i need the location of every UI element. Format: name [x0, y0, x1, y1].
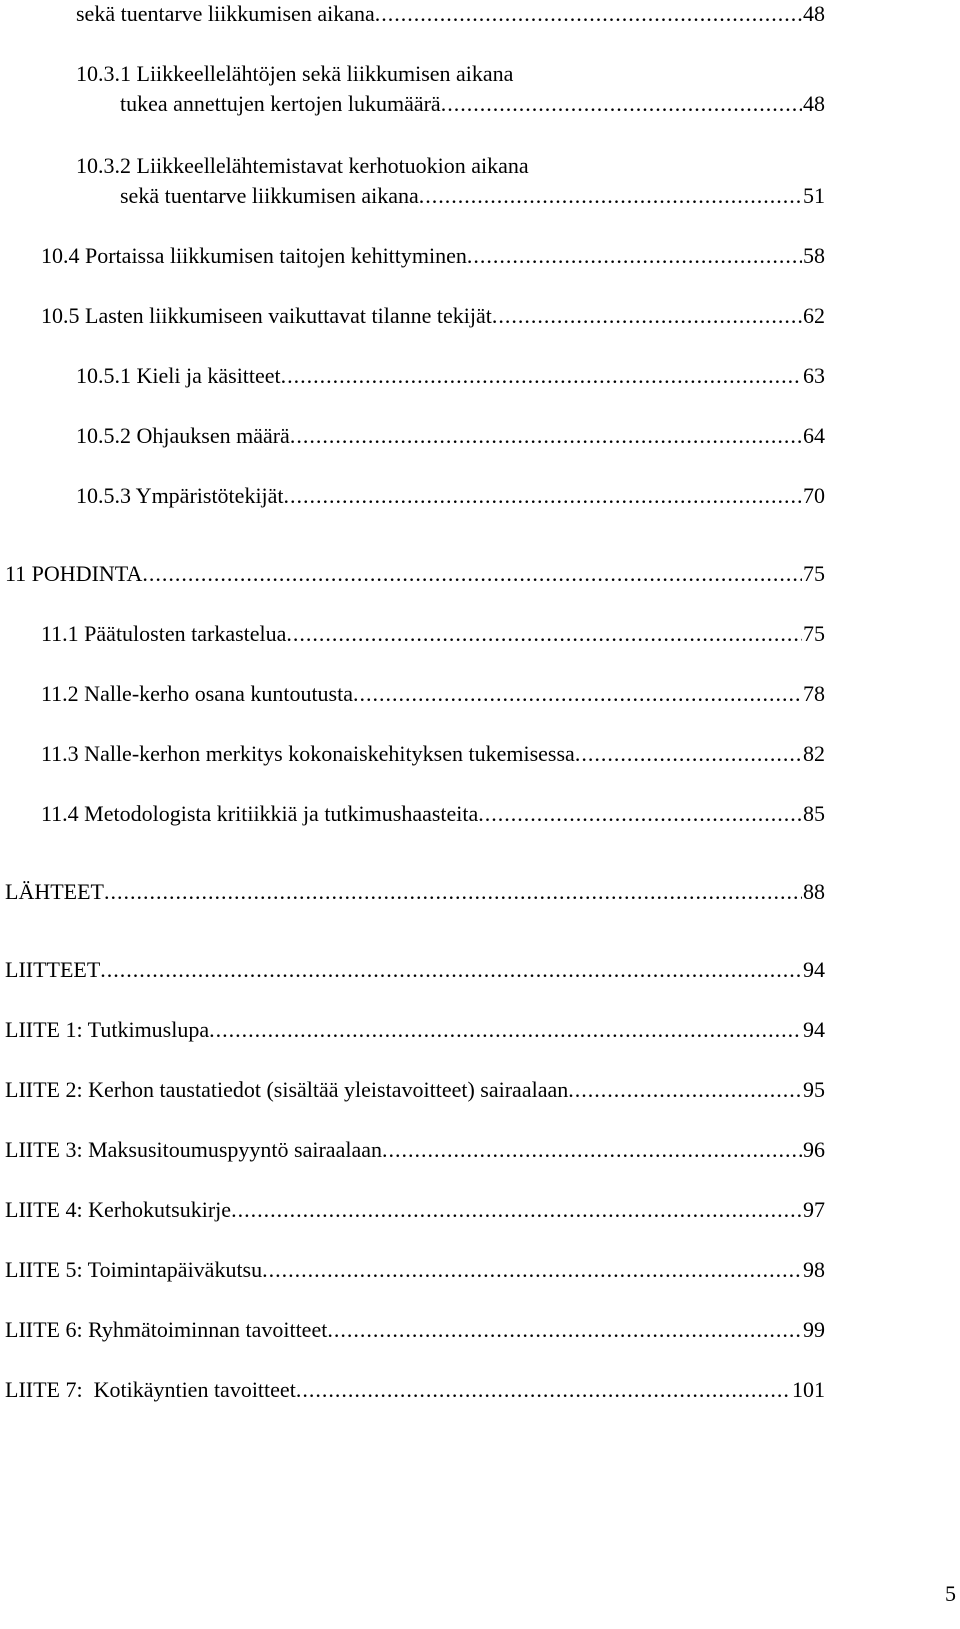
- toc-entry-label: 10.5.3 Ympäristötekijät: [76, 483, 284, 508]
- toc-entry-page: 99: [803, 1317, 825, 1342]
- toc-entry[interactable]: [41, 680, 825, 708]
- toc-entry-label: tukea annettujen kertojen lukumäärä: [120, 91, 441, 116]
- toc-entry-page: 94: [803, 957, 825, 982]
- toc-entry-label: 10.5.1 Kieli ja käsitteet: [76, 363, 281, 388]
- toc-leader-dots: [142, 560, 802, 588]
- toc-entry-page: 58: [803, 243, 825, 268]
- toc-entry-page: 94: [803, 1017, 825, 1042]
- toc-entry[interactable]: [5, 560, 825, 588]
- toc-entry[interactable]: [41, 800, 825, 828]
- toc-entry-label: 11.3 Nalle-kerhon merkitys kokonaiskehityksen tukemisessa: [41, 741, 575, 766]
- toc-entry-page: 62: [803, 303, 825, 328]
- toc-leader-dots: [296, 1376, 791, 1404]
- toc-entry-page: 48: [803, 1, 825, 26]
- toc-entry-label: sekä tuentarve liikkumisen aikana: [120, 183, 419, 208]
- toc-leader-dots: [286, 620, 802, 648]
- toc-leader-dots: [231, 1196, 802, 1224]
- toc-entry[interactable]: [120, 90, 825, 118]
- toc-leader-dots: [382, 1136, 802, 1164]
- toc-leader-dots: [441, 90, 802, 118]
- toc-entry-label: LIITE 4: Kerhokutsukirje: [5, 1197, 232, 1222]
- toc-entry-label: 10.4 Portaissa liikkumisen taitojen kehittyminen: [41, 243, 467, 268]
- toc-leader-dots: [281, 362, 802, 390]
- toc-entry-page: 78: [803, 681, 825, 706]
- toc-leader-dots: [353, 680, 802, 708]
- page-number: 5: [945, 1581, 956, 1606]
- toc-entry-page: 75: [803, 621, 825, 646]
- toc-entry-label: LÄHTEET: [5, 879, 104, 904]
- toc-leader-dots: [327, 1316, 802, 1344]
- toc-leader-dots: [575, 740, 802, 768]
- toc-entry-label: 11.1 Päätulosten tarkastelua: [41, 621, 287, 646]
- toc-entry-page: 51: [803, 183, 825, 208]
- toc-entry-page: 75: [803, 561, 825, 586]
- toc-entry-label: 11.4 Metodologista kritiikkiä ja tutkimushaasteita: [41, 801, 479, 826]
- toc-entry[interactable]: [41, 620, 825, 648]
- toc-entry-label: 11.2 Nalle-kerho osana kuntoutusta: [41, 681, 353, 706]
- toc-entry[interactable]: [41, 740, 825, 768]
- toc-entry[interactable]: [41, 302, 825, 330]
- toc-entry-page: 85: [803, 801, 825, 826]
- toc-entry[interactable]: [76, 362, 825, 390]
- toc-entry[interactable]: [76, 422, 825, 450]
- toc-entry-page: 101: [792, 1377, 825, 1402]
- toc-entry-label: LIITE 7: Kotikäyntien tavoitteet: [5, 1377, 296, 1402]
- toc-entry[interactable]: [5, 1256, 825, 1284]
- toc-entry-page: 88: [803, 879, 825, 904]
- toc-entry[interactable]: [76, 0, 825, 28]
- toc-entry[interactable]: [5, 1076, 825, 1104]
- toc-leader-dots: [209, 1016, 802, 1044]
- toc-entry[interactable]: [5, 1376, 825, 1404]
- toc-entry-page: 82: [803, 741, 825, 766]
- toc-leader-dots: [262, 1256, 802, 1284]
- toc-entry[interactable]: [5, 878, 825, 906]
- toc-entry-label: 10.5 Lasten liikkumiseen vaikuttavat tilanne tekijät: [41, 303, 492, 328]
- toc-entry-label: LIITE 1: Tutkimuslupa: [5, 1017, 210, 1042]
- toc-entry-page: 97: [803, 1197, 825, 1222]
- toc-leader-dots: [104, 878, 802, 906]
- toc-entry-label: 11 POHDINTA: [5, 561, 143, 586]
- toc-entry[interactable]: [5, 1016, 825, 1044]
- toc-entry-label: LIITE 5: Toimintapäiväkutsu: [5, 1257, 263, 1282]
- toc-entry-page: 95: [803, 1077, 825, 1102]
- toc-entry-page: 64: [803, 423, 825, 448]
- toc-leader-dots: [568, 1076, 802, 1104]
- toc-entry-label: LIITTEET: [5, 957, 101, 982]
- toc-entry-label: 10.5.2 Ohjauksen määrä: [76, 423, 290, 448]
- toc-entry[interactable]: [76, 482, 825, 510]
- toc-entry-page: 70: [803, 483, 825, 508]
- toc-entry-page: 48: [803, 91, 825, 116]
- toc-leader-dots: [290, 422, 802, 450]
- toc-entry-heading-line[interactable]: 10.3.1 Liikkeellelähtöjen sekä liikkumisen aikana: [76, 61, 514, 86]
- toc-leader-dots: [467, 242, 802, 270]
- toc-leader-dots: [284, 482, 802, 510]
- toc-entry[interactable]: [120, 182, 825, 210]
- toc-entry-label: LIITE 2: Kerhon taustatiedot (sisältää yleistavoitteet) sairaalaan: [5, 1077, 569, 1102]
- toc-entry-heading-line[interactable]: 10.3.2 Liikkeellelähtemistavat kerhotuokion aikana: [76, 153, 529, 178]
- toc-entry-page: 98: [803, 1257, 825, 1282]
- toc-leader-dots: [492, 302, 802, 330]
- toc-entry[interactable]: [41, 242, 825, 270]
- toc-leader-dots: [375, 0, 802, 28]
- toc-entry-page: 63: [803, 363, 825, 388]
- toc-entry[interactable]: [5, 1136, 825, 1164]
- toc-entry[interactable]: [5, 1316, 825, 1344]
- toc-entry-label: LIITE 6: Ryhmätoiminnan tavoitteet: [5, 1317, 328, 1342]
- toc-leader-dots: [419, 182, 802, 210]
- toc-entry-label: sekä tuentarve liikkumisen aikana: [76, 1, 375, 26]
- toc-entry[interactable]: [5, 956, 825, 984]
- toc-entry[interactable]: [5, 1196, 825, 1224]
- toc-entry-page: 96: [803, 1137, 825, 1162]
- toc-leader-dots: [100, 956, 802, 984]
- toc-leader-dots: [478, 800, 802, 828]
- toc-entry-label: LIITE 3: Maksusitoumuspyyntö sairaalaan: [5, 1137, 382, 1162]
